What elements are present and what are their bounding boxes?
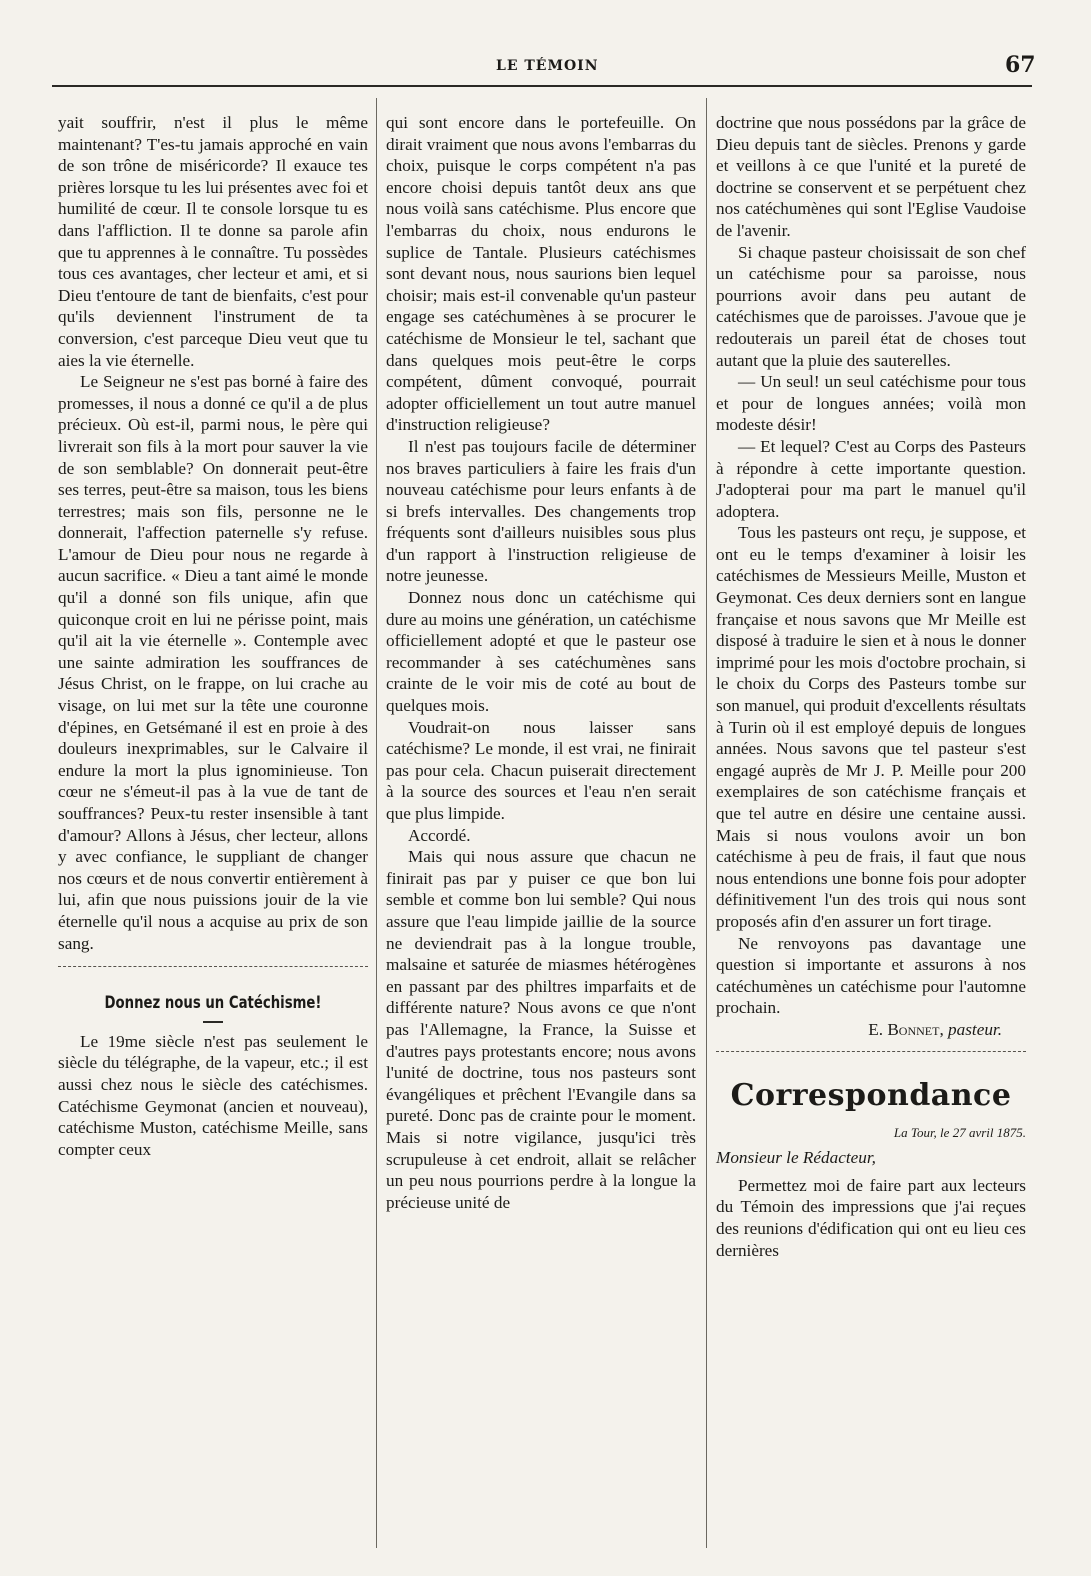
column-left [58,112,368,1160]
heading-rule [203,1021,223,1023]
paragraph: — Un seul! un seul catéchisme pour tous et pour de longues années; voilà mon modeste désir! [716,372,1026,435]
running-title: LE TÉMOIN [496,58,599,74]
signature [716,1019,1026,1041]
running-head [0,52,1091,78]
signature-role: pasteur. [948,1019,1002,1039]
paragraph: Si chaque pasteur choisissait de son chef un catéchisme pour sa paroisse, nous pourrions avoir dans peu autant de catéchismes que de paroisses. J'avoue que je redouterais un pareil état de choses tout autant que la pluie des sauterelles. [716,242,1026,370]
paragraph: doctrine que nous possédons par la grâce de Dieu depuis tant de siècles. Prenons y garde et veillons à ce que l'unité et la pureté de doctrine se conservent et se perpétuent chez nos catéchumènes qui sont l'Eglise Vaudoise de l'avenir. [716,113,1026,240]
paragraph: qui sont encore dans le portefeuille. On dirait vraiment que nous avons l'embarras du choix, puisque le corps compétent n'a pas encore choisi depuis tantôt deux ans que nous voilà sans catéchisme. Plus encore que l'embarras du choix, nous endurons le suplice de Tantale. Plusieurs catéchismes sont devant nous, nous saurions bien lequel choisir; mais est-il convenable qu'un pasteur engage ses catéchumènes à se procurer le catéchisme de Monsieur le tel, sachant que dans quelques mois peut-être le corps compétent, dûment convoqué, pourrait adopter officiellement un tout autre manuel d'instruction religieuse? [386,113,696,435]
signature-name: E. Bonnet, [868,1019,944,1039]
paragraph: Accordé. [408,825,471,845]
salutation: Monsieur le Rédacteur, [716,1148,876,1168]
column-middle [386,112,696,1213]
article-heading: Donnez nous un Catéchisme! [104,993,322,1014]
paragraph: — Et lequel? C'est au Corps des Pasteurs à répondre à cette importante question. J'adopterai pour ma part le manuel qu'il adoptera. [716,436,1026,521]
paragraph: Le 19me siècle n'est pas seulement le siècle du télégraphe, de la vapeur, etc.; il est aussi chez nous le siècle des catéchismes. Catéchisme Geymonat (ancien et nouveau), catéchisme Muston, catéchisme Meille, sans compter ceux [58,1031,368,1159]
paragraph: Permettez moi de faire part aux lecteurs du Témoin des impressions que j'ai reçues des reunions d'édification qui ont eu lieu ces dernières [716,1175,1026,1260]
column-divider [706,98,707,1548]
paragraph: yait souffrir, n'est il plus le même maintenant? T'es-tu jamais approché en vain de son trône de miséricorde? Il exauce tes prières lorsque tu les lui présentes avec foi et humilité de cœur. Il te console lorsque tu es dans l'affliction. Il te donne sa parole afin que tu apprennes à le connaître. Tu possèdes tous ces avantages, cher lecteur et ami, et si Dieu t'entoure de tant de bienfaits, c'est pour qu'ils deviennent l'instrument de ta conversion, c'est parceque Dieu veut que tu aies la vie éternelle. [58,113,368,370]
column-right [716,112,1026,1261]
dateline: La Tour, le 27 avril 1875. [893,1124,1026,1140]
paragraph: Tous les pasteurs ont reçu, je suppose, et ont eu le temps d'examiner à loisir les catéchismes de Messieurs Meille, Muston et Geymonat. Ces deux derniers sont en langue française et nous savons que Mr Meille est disposé à traduire le sien et à nous le donner imprimé pour les mois d'octobre prochain, si le choix du Corps des Pasteurs tombe sur son manuel, qui produit d'excellents résultats à Turin où il est employé depuis de longues années. Nous savons que tel pasteur s'est engagé auprès de Mr J. P. Meille pour 200 exemplaires de son catéchisme français et que tel autre en désire une centaine aussi. Mais si nous voulons avoir un bon catéchisme à peu de frais, il faut que nous nous entendions une bonne fois pour adopter définitivement l'un des trois qui nous sont proposés afin d'en assurer un fort tirage. [716,523,1026,931]
paragraph: Donnez nous donc un catéchisme qui dure au moins une génération, un catéchisme officiellement adopté et que le pasteur ose recommander à ses catéchumènes sans crainte de le voir mis de coté au bout de quelques mois. [386,588,696,716]
paragraph: Il n'est pas toujours facile de déterminer nos braves particuliers à faire les frais d'un nouveau catéchisme pour leurs enfants à de si brefs intervalles. Des changements trop fréquents sont d'ailleurs nuisibles sous plus d'un rapport à l'instruction religieuse de notre jeunesse. [386,436,696,586]
header-rule [52,85,1032,87]
paragraph: Voudrait-on nous laisser sans catéchisme? Le monde, il est vrai, ne finirait pas pour cela. Chacun puiserait directement à la source des sources et l'eau n'en serait que plus limpide. [386,717,696,823]
section-title: Correspondance [730,1077,1012,1113]
paragraph: Ne renvoyons pas davantage une question si importante et assurons à nos catéchumènes un catéchisme pour l'automne prochain. [716,933,1026,1018]
paragraph: Le Seigneur ne s'est pas borné à faire des promesses, il nous a donné ce qu'il a de plus précieux. Où est-il, parmi nous, le père qui livrerait son fils à la mort pour sauver la vie de son semblable? On donnerait peut-être ses terres, peut-être sa maison, tous les biens terrestres; mais son fils, personne ne le donnerait, l'affection paternelle s'y refuse. L'amour de Dieu pour nous ne regarde à aucun sacrifice. « Dieu a tant aimé le monde qu'il a donné son fils unique, afin que quiconque croit en lui ne périsse point, mais qu'il ait la vie éternelle ». Contemple avec une sainte admiration les souffrances de Jésus Christ, on le frappe, on lui crache au visage, on lui met sur la tête une couronne d'épines, en Getsémané il est en proie à des douleurs inexprimables, sur le Calvaire il endure la mort la plus ignominieuse. Ton cœur ne s'émeut-il pas à la vue de tant de souffrances? Peux-tu rester insensible à tant d'amour? Allons à Jésus, cher lecteur, allons y avec confiance, le suppliant de changer nos cœurs et de nous convertir entièrement à lui, afin que nous puissions jouir de la vie éternelle qu'il nous a acquise au prix de son sang. [58,372,368,953]
page-number: 67 [1005,52,1036,78]
paragraph: Mais qui nous assure que chacun ne finirait pas par y puiser ce que bon lui semble et comme bon lui semble? Qui nous assure que l'eau limpide jaillie de la source ne deviendrait pas à la longue trouble, malsaine et saturée de miasmes hétérogènes en passant par des philtres imparfaits et de différente nature? Nous avons ce que n'ont pas l'Allemagne, la France, la Suisse et d'autres pays protestants encore; nous avons l'unité de doctrine, tous nos pasteurs sont évangéliques et prêchent l'Evangile dans sa pureté. Donc pas de crainte pour le moment. Mais si notre vigilance, jusqu'ici très scrupuleuse à cet endroit, allait se relâcher un peu nous pourrions perdre à la longue la précieuse unité de [386,847,696,1212]
column-divider [376,98,377,1548]
